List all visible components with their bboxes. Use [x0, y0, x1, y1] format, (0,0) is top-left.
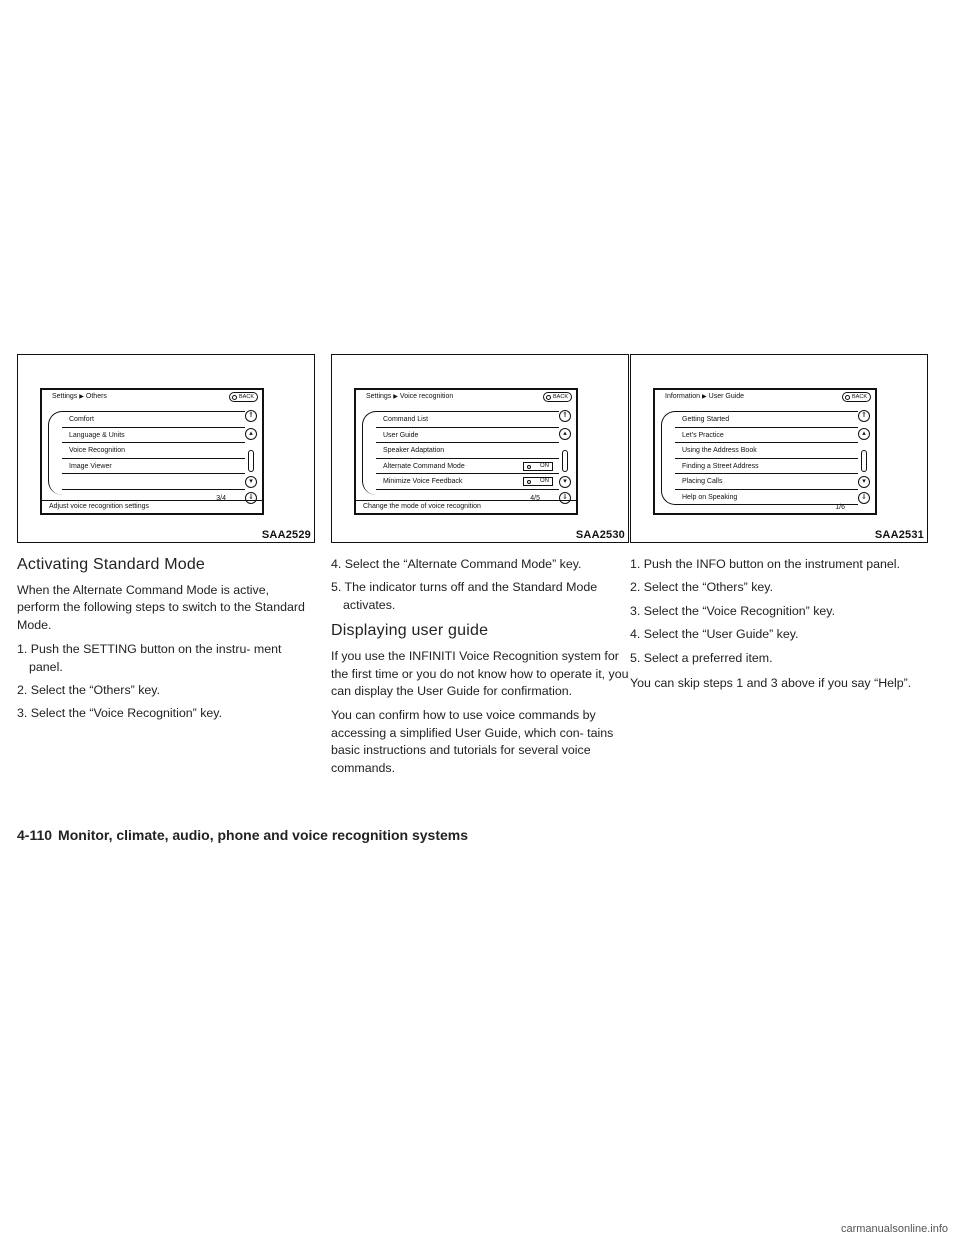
screen-breadcrumb — [665, 393, 744, 400]
toggle-indicator[interactable]: ON — [523, 477, 553, 486]
step-item: 3. Select the “Voice Recognition” key. — [630, 603, 836, 618]
screen-breadcrumb — [366, 393, 453, 400]
menu-item-finding-street-address[interactable]: Finding a Street Address — [675, 459, 858, 475]
breadcrumb-parent: Settings — [52, 393, 78, 400]
scroll-up-icon[interactable]: ▴ — [245, 428, 257, 440]
steps-list — [331, 556, 629, 614]
menu-item-label: Speaker Adaptation — [383, 447, 445, 454]
paragraph: You can confirm how to use voice commands by accessing a simplified User Guide, which con- tains basic instructions and tutorials for several voice commands. — [331, 708, 614, 775]
menu-item-voice-recognition[interactable]: Voice Recognition — [62, 443, 245, 459]
scrollbar[interactable] — [248, 450, 254, 472]
note-paragraph: You can skip steps 1 and 3 above if you say “Help”. — [630, 676, 912, 691]
display-screen — [354, 388, 578, 515]
step-item: 5. The indicator turns off and the Standard Mode activates. — [331, 580, 598, 612]
display-screen — [40, 388, 264, 515]
menu-item-user-guide[interactable] — [376, 428, 559, 444]
page-down-icon[interactable]: ⇓ — [559, 492, 571, 504]
menu-item-label: Minimize Voice Feedback — [383, 478, 463, 485]
menu-item-placing-calls[interactable]: Placing Calls — [675, 474, 858, 490]
breadcrumb-parent: Settings — [366, 393, 392, 400]
figure-user-guide-menu — [630, 354, 928, 543]
breadcrumb-current: Voice recognition — [399, 393, 454, 400]
section-heading-standard-mode: Activating Standard Mode — [17, 556, 206, 573]
menu-list — [675, 412, 858, 505]
page-indicator: 3/4 — [216, 495, 226, 502]
status-line: Adjust voice recognition settings — [42, 500, 262, 513]
page-up-icon[interactable]: ⇑ — [559, 410, 571, 422]
menu-item-alternate-command-mode[interactable] — [376, 459, 559, 475]
back-button[interactable]: BACK — [543, 392, 572, 402]
menu-area — [48, 411, 245, 495]
intro-paragraph: When the Alternate Command Mode is active, perform the following steps to switch to the Standard Mode. — [17, 583, 305, 632]
page-down-icon[interactable]: ⇓ — [245, 492, 257, 504]
menu-item-language-units[interactable]: Language & Units — [62, 428, 245, 444]
menu-area — [362, 411, 559, 495]
scroll-down-icon[interactable]: ▾ — [858, 476, 870, 488]
menu-area — [661, 411, 858, 505]
section-heading-user-guide: Displaying user guide — [331, 622, 489, 640]
breadcrumb-arrow-icon: ▶ — [702, 394, 707, 400]
menu-item-image-viewer[interactable]: Image Viewer — [62, 459, 245, 475]
scroll-control — [244, 410, 258, 502]
scroll-down-icon[interactable]: ▾ — [245, 476, 257, 488]
column-3 — [630, 556, 928, 699]
steps-list — [630, 556, 928, 667]
screen-breadcrumb — [52, 393, 107, 400]
scrollbar[interactable] — [562, 450, 568, 472]
menu-item-getting-started[interactable]: Getting Started — [675, 412, 858, 428]
page-indicator: 4/5 — [530, 495, 540, 502]
figure-code: SAA2530 — [575, 529, 625, 541]
menu-list — [376, 412, 559, 490]
step-item: 1. Push the SETTING button on the instru- ment panel. — [17, 642, 282, 674]
page-number: 4-110 — [17, 827, 53, 843]
step-item: 4. Select the “User Guide” key. — [630, 627, 799, 642]
step-item: 2. Select the “Others” key. — [17, 683, 161, 698]
menu-item-help-on-speaking[interactable]: Help on Speaking — [682, 493, 738, 501]
menu-item-lets-practice[interactable]: Let's Practice — [675, 428, 858, 444]
step-item: 3. Select the “Voice Recognition” key. — [17, 706, 223, 721]
chapter-title: Monitor, climate, audio, phone and voice recognition systems — [58, 827, 469, 843]
figure-voice-recognition-menu — [331, 354, 629, 543]
steps-list — [17, 641, 315, 723]
menu-item-speaker-adaptation[interactable] — [376, 443, 559, 459]
page-footer — [17, 827, 468, 843]
menu-list — [62, 412, 245, 490]
column-1 — [17, 556, 315, 731]
page-up-icon[interactable]: ⇑ — [245, 410, 257, 422]
menu-item-command-list[interactable] — [376, 412, 559, 428]
breadcrumb-arrow-icon: ▶ — [393, 394, 398, 400]
figure-others-menu — [17, 354, 315, 543]
page-up-icon[interactable]: ⇑ — [858, 410, 870, 422]
paragraph: If you use the INFINITI Voice Recognition system for the first time or you do not know how to operate it, you can display the User Guide for confirmation. — [331, 649, 629, 699]
breadcrumb-current: Others — [85, 393, 107, 400]
scroll-down-icon[interactable]: ▾ — [559, 476, 571, 488]
menu-item-comfort[interactable]: Comfort — [62, 412, 245, 428]
toggle-indicator[interactable]: ON — [523, 462, 553, 471]
breadcrumb-arrow-icon: ▶ — [79, 394, 84, 400]
figure-code: SAA2529 — [261, 529, 311, 541]
breadcrumb-parent: Information — [665, 393, 701, 400]
scroll-up-icon[interactable]: ▴ — [858, 428, 870, 440]
status-line: Change the mode of voice recognition — [356, 500, 576, 513]
menu-item-label: Command List — [383, 416, 429, 423]
breadcrumb-current: User Guide — [708, 393, 745, 400]
column-2 — [331, 556, 629, 784]
back-button[interactable]: BACK — [842, 392, 871, 402]
watermark: carmanualsonline.info — [840, 1223, 948, 1235]
step-item: 1. Push the INFO button on the instrument panel. — [630, 557, 900, 571]
menu-item-label: User Guide — [383, 431, 419, 439]
menu-item-empty — [62, 474, 245, 490]
step-item: 4. Select the “Alternate Command Mode” key. — [331, 557, 582, 571]
scroll-up-icon[interactable]: ▴ — [559, 428, 571, 440]
menu-item-label: Alternate Command Mode — [383, 462, 465, 470]
scroll-control — [558, 410, 572, 502]
back-button[interactable]: BACK — [229, 392, 258, 402]
menu-item-using-address-book[interactable]: Using the Address Book — [675, 443, 858, 459]
scroll-control — [857, 410, 871, 502]
page-indicator: 1/6 — [835, 504, 845, 511]
step-item: 2. Select the “Others” key. — [630, 580, 774, 595]
menu-item-minimize-voice-feedback[interactable] — [376, 474, 559, 490]
display-screen — [653, 388, 877, 515]
figure-code: SAA2531 — [874, 529, 924, 541]
step-item: 5. Select a preferred item. — [630, 650, 773, 665]
page-down-icon[interactable]: ⇓ — [858, 492, 870, 504]
scrollbar[interactable] — [861, 450, 867, 472]
